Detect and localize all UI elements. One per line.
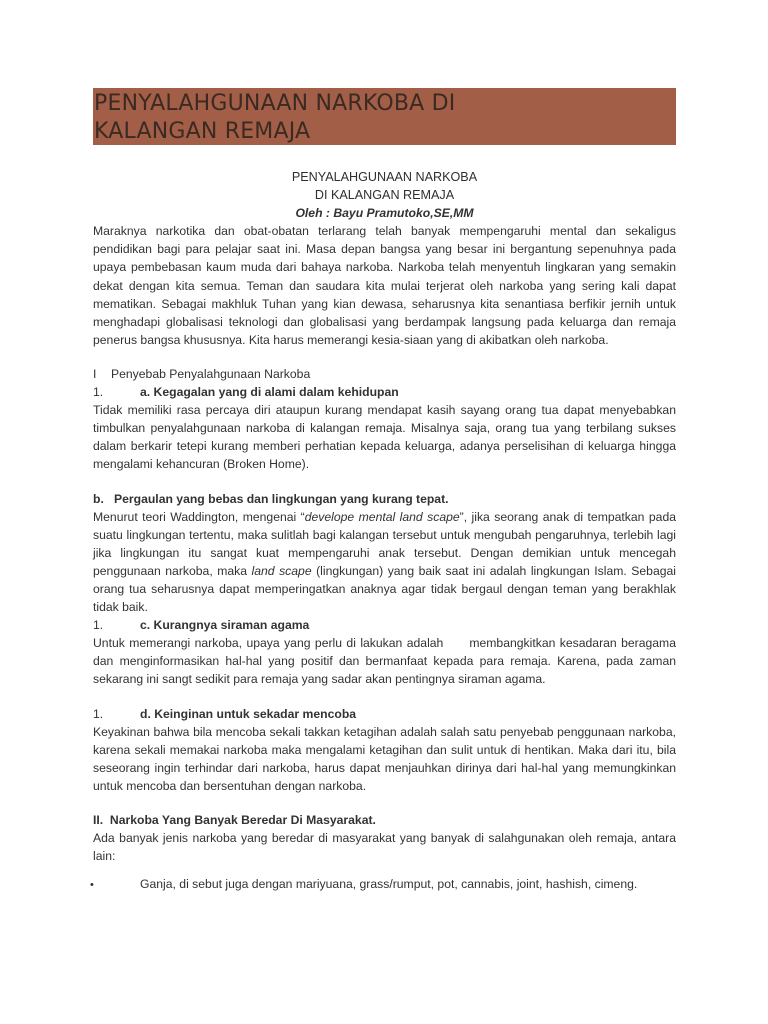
drug-list [90, 875, 676, 894]
banner-title [93, 88, 676, 146]
section2-heading: II. Narkoba Yang Banyak Beredar Di Masyarakat. [93, 813, 376, 827]
subsection-b-heading: b. Pergaulan yang bebas dan lingkungan yang kurang tepat. [93, 491, 449, 506]
subsection-d-paragraph: Keyakinan bahwa bila mencoba sekali takkan ketagihan adalah salah satu penyebab penggunaan narkoba, karena sekali memakai narkoba maka mengalami ketagihan dan sulit untuk di hentikan. Maka dari itu, bila seseorang ingin terhindar dari narkoba, harus dapat menjauhkan dirinya dari hal-hal yang memungkinkan untuk mencoba dan bersentuhan dengan narkoba. [93, 724, 676, 793]
article-title-line1: PENYALAHGUNAAN NARKOBA [291, 170, 478, 184]
subsection-d-number: 1. [93, 706, 104, 721]
section1-number: I [93, 366, 97, 381]
list-item-text: Ganja, di sebut juga dengan mariyuana, grass/rumput, pot, cannabis, joint, hashish, cimeng. [140, 877, 638, 892]
banner-title-line2: KALANGAN REMAJA [94, 119, 311, 144]
subsection-c-heading [93, 616, 676, 634]
subsection-a-paragraph: Tidak memiliki rasa percaya diri ataupun kurang mendapat kasih sayang orang tua dapat menyebabkan timbulkan penyalahgunaan narkoba di kalangan remaja. Misalnya saja, orang tua yang terbilang sukses dalam berkarir tetepi kurang memberi perhatian kepada keluarga, adanya perselisihan di keluarga hingga mengalami kehancuran (Broken Home). [93, 403, 676, 472]
section1-heading [93, 365, 676, 383]
subsection-b-text-3: (lingkungan) yang baik saat ini adalah lingkungan Islam. Sebagai orang tua seharusnya dapat memperingatkan anaknya agar tidak bergaul dengan teman yang berakhlak tidak baik. [93, 563, 677, 615]
title-banner [93, 88, 676, 145]
intro-paragraph: Maraknya narkotika dan obat-obatan terlarang telah banyak mempengaruhi mental dan sekaligus pendidikan bagi para pelajar saat ini. Masa depan bangsa yang besar ini bergantung sepenuhnya pada upaya pembebasan kaum muda dari bahaya narkoba. Narkoba telah menyentuh lingkaran yang semakin dekat dengan kita semua. Teman dan saudara kita mulai terjerat oleh narkoba yang sering kali dapat mematikan. Sebagai makhluk Tuhan yang kian dewasa, seharusnya kita senantiasa berfikir jernih untuk menghadapi globalisasi teknologi dan globalisasi yang berdampak langsung pada keluarga dan remaja penerus bangsa khususnya. Kita harus memerangi kesia-siaan yang di akibatkan oleh narkoba. [93, 224, 676, 347]
banner-title-line1: PENYALAHGUNAAN NARKOBA DI [94, 91, 456, 116]
subsection-d-heading [93, 705, 676, 723]
article-header [93, 168, 676, 222]
subsection-c-title: c. Kurangnya siraman agama [140, 618, 310, 633]
subsection-b-text-1: Menurut teori Waddington, mengenai “ [93, 509, 305, 524]
subsection-b-emphasis-1: develope mental land scape [304, 509, 460, 524]
section2-paragraph: Ada banyak jenis narkoba yang beredar di masyarakat yang banyak di salahgunakan oleh remaja, antara lain: [93, 831, 676, 864]
bullet-marker: • [90, 879, 94, 892]
subsection-a-heading [93, 383, 676, 401]
subsection-a-title: a. Kegagalan yang di alami dalam kehidupan [140, 385, 399, 400]
article-author: Oleh : Bayu Pramutoko,SE,MM [295, 206, 474, 221]
subsection-a-number: 1. [93, 385, 104, 400]
subsection-b-text-2: ”, jika seorang anak di tempatkan pada suatu lingkungan tertentu, maka sulitlah bagi kalangan tersebut untuk mengubah pengaruhnya, terlebih lagi jika lingkungan itu sangat kuat mempengaruhi anak tersebut. Dengan demikian untuk mencegah penggunaan narkoba, maka [93, 509, 677, 578]
list-item [90, 875, 676, 894]
subsection-c-number: 1. [93, 618, 104, 633]
article-title-line2: DI KALANGAN REMAJA [314, 188, 455, 203]
subsection-c-text-2: membangkitkan kesadaran beragama dan menginformasikan hal-hal yang positif dan bermanfaat kepada para remaja. Karena, pada zaman sekarang ini sangt sedikit para remaja yang sadar akan pentingnya siraman agama. [93, 636, 676, 687]
section1-title: Penyebab Penyalahgunaan Narkoba [111, 366, 311, 381]
article-body [90, 168, 677, 894]
subsection-c-text-1: Untuk memerangi narkoba, upaya yang perlu di lakukan adalah [93, 636, 444, 651]
subsection-c-paragraph [93, 634, 676, 688]
subsection-d-title: d. Keinginan untuk sekadar mencoba [140, 706, 357, 721]
subsection-b-emphasis-2: land scape [251, 563, 312, 578]
subsection-b-paragraph [93, 508, 676, 617]
